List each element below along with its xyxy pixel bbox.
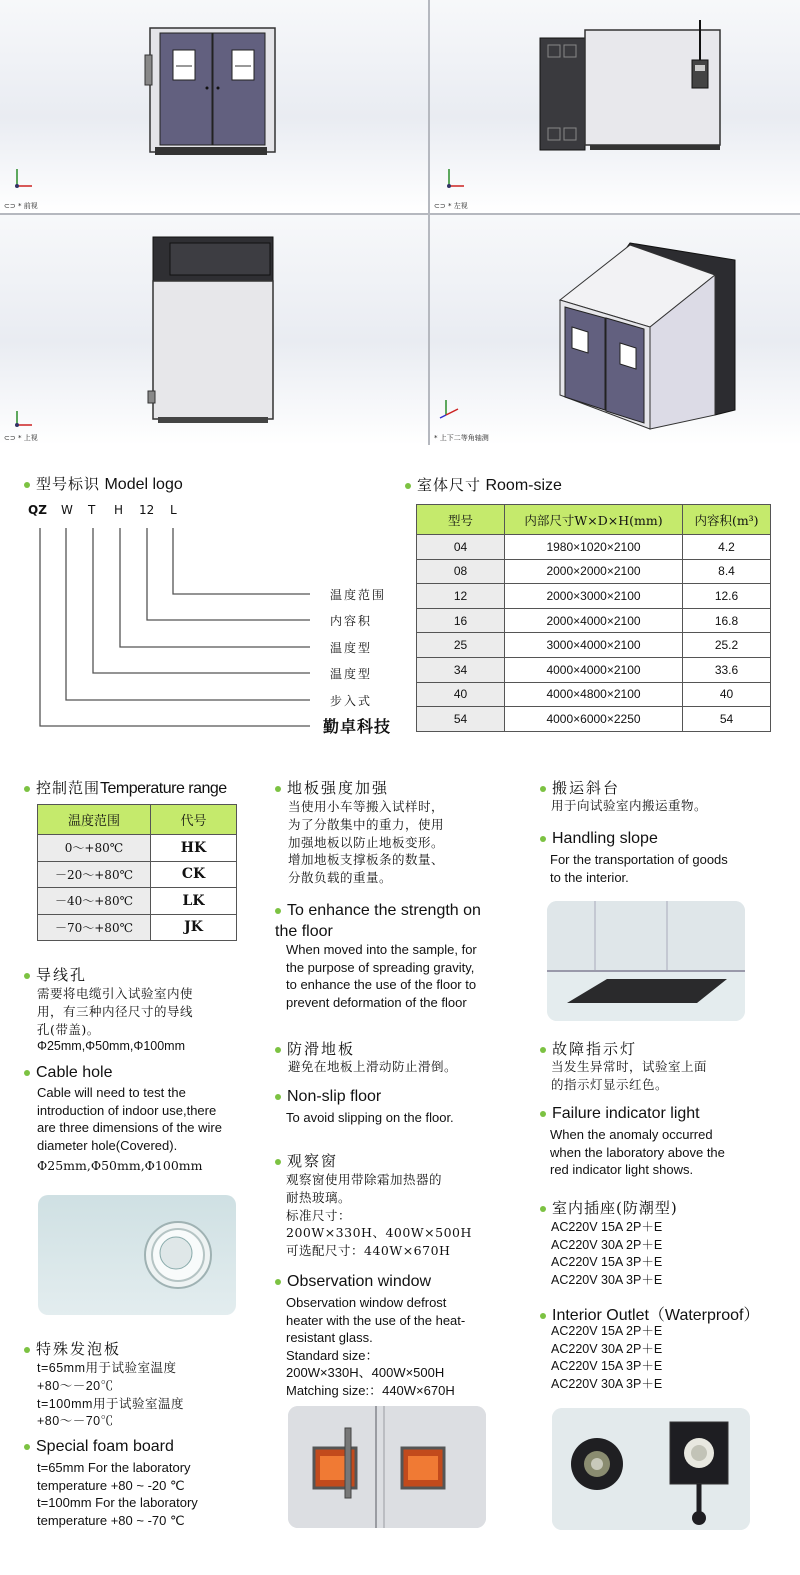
- room-size-table: [416, 504, 771, 732]
- slope-title-cn: 搬运斜台: [540, 777, 620, 798]
- table-row: [417, 657, 771, 682]
- table-row: [417, 608, 771, 633]
- handling-slope-photo: [547, 901, 745, 1021]
- cell-model: 04: [417, 535, 505, 560]
- cell-volume: 54: [683, 707, 771, 732]
- outlet-body-cn: AC220V 15A 2P＋E AC220V 30A 2P＋E AC220V 15A 3P＋E AC220V 30A 3P＋E: [551, 1220, 663, 1287]
- model-code-qz: QZ: [28, 503, 47, 517]
- window-body-cn: 观察窗使用带除霜加热器的 耐热玻璃。 标准尺寸： 200W×330H、400W×500H 可选配尺寸：440W×670H: [286, 1172, 472, 1259]
- cell-dimensions: 4000×6000×2250: [505, 707, 683, 732]
- outlet-title-cn: 室内插座(防潮型): [540, 1197, 678, 1218]
- cad-top-view: [0, 215, 428, 445]
- cell-dimensions: 2000×4000×2100: [505, 608, 683, 633]
- failure-title-en: Failure indicator light: [540, 1105, 700, 1123]
- model-code-w: W: [61, 503, 73, 517]
- cable-sizes-en: Φ25mm,Φ50mm,Φ100mm: [37, 1158, 203, 1173]
- cell-model: 16: [417, 608, 505, 633]
- slope-title-en: Handling slope: [540, 830, 658, 848]
- cell-temp-range: －70～+80℃: [38, 914, 151, 941]
- heated-window-icon: [288, 1406, 486, 1528]
- cell-dimensions: 2000×3000×2100: [505, 584, 683, 609]
- observation-window-photo: [288, 1406, 486, 1528]
- cell-dimensions: 3000×4000×2100: [505, 633, 683, 658]
- cable-hole-photo: [38, 1195, 236, 1315]
- cell-model: 34: [417, 657, 505, 682]
- model-code-12: 12: [139, 503, 155, 517]
- cell-dimensions: 4000×4800×2100: [505, 682, 683, 707]
- cell-model: 08: [417, 559, 505, 584]
- header-code: 代号: [151, 805, 237, 835]
- failure-body-cn: 当发生异常时，试验室上面 的指示灯显示红色。: [551, 1059, 708, 1092]
- interior-outlet-photo: [552, 1408, 750, 1530]
- cell-model: 12: [417, 584, 505, 609]
- window-title-en: Observation window: [275, 1273, 431, 1291]
- window-title-cn: 观察窗: [275, 1150, 338, 1171]
- outlet-title-en: Interior Outlet（Waterproof）: [540, 1302, 759, 1325]
- view-label-front: ⊂⊃ * 前视: [4, 202, 38, 210]
- chamber-iso-drawing: [430, 215, 800, 445]
- view-label-top: ⊂⊃ * 上视: [4, 434, 38, 442]
- cell-model: 40: [417, 682, 505, 707]
- model-label-temp-range: 温度范围: [330, 588, 387, 602]
- table-row: [417, 633, 771, 658]
- cell-volume: 25.2: [683, 633, 771, 658]
- room-size-header-row: [417, 505, 771, 535]
- table-row: [417, 584, 771, 609]
- temp-range-title: 控制范围Temperature range: [24, 777, 227, 798]
- cell-volume: 16.8: [683, 608, 771, 633]
- floor-body-en: When moved into the sample, for the purpose of spreading gravity, to enhance the use of the floor to prevent deformation of the floor: [286, 942, 477, 1010]
- floor-title-en: To enhance the strength on the floor: [275, 902, 481, 940]
- cable-body-en: Cable will need to test the introduction of indoor use,there are three dimensions of the wire diameter hole(Covered).: [37, 1085, 222, 1153]
- cell-code: HK: [151, 835, 237, 862]
- nonslip-body-cn: 避免在地板上滑动防止滑倒。: [288, 1059, 458, 1074]
- cable-hole-cover-icon: [38, 1195, 236, 1315]
- table-row: [417, 707, 771, 732]
- slope-body-cn: 用于向试验室内搬运重物。: [551, 798, 708, 813]
- cell-volume: 40: [683, 682, 771, 707]
- table-row: [38, 888, 237, 915]
- foam-title-en: Special foam board: [24, 1438, 174, 1456]
- table-row: [417, 535, 771, 560]
- cell-code: JK: [151, 914, 237, 941]
- cell-temp-range: －40～+80℃: [38, 888, 151, 915]
- header-temp-range: 温度范围: [38, 805, 151, 835]
- nonslip-title-cn: 防滑地板: [275, 1038, 355, 1059]
- failure-body-en: When the anomaly occurred when the laboratory above the red indicator light shows.: [550, 1127, 725, 1178]
- model-code-h: H: [114, 503, 124, 517]
- cell-dimensions: 1980×1020×2100: [505, 535, 683, 560]
- cable-title-en: Cable hole: [24, 1064, 113, 1082]
- model-code-t: T: [88, 503, 96, 517]
- table-row: [38, 861, 237, 888]
- table-row: [38, 835, 237, 862]
- model-logo-title: 型号标识 Model logo: [24, 473, 183, 494]
- axis-triad-icon: [12, 166, 34, 188]
- chamber-top-drawing: [0, 215, 428, 445]
- cable-body-cn: 需要将电缆引入试验室内使 用，有三种内径尺寸的导线 孔(带盖)。: [37, 986, 194, 1037]
- floor-title-cn: 地板强度加强: [275, 777, 389, 798]
- outlet-body-en: AC220V 15A 2P＋E AC220V 30A 2P＋E AC220V 15A 3P＋E AC220V 30A 3P＋E: [551, 1324, 663, 1391]
- cell-code: LK: [151, 888, 237, 915]
- cell-temp-range: 0～+80℃: [38, 835, 151, 862]
- cell-dimensions: 4000×4000×2100: [505, 657, 683, 682]
- chamber-side-drawing: [430, 0, 800, 213]
- view-label-left: ⊂⊃ * 左视: [434, 202, 468, 210]
- failure-title-cn: 故障指示灯: [540, 1038, 637, 1059]
- model-label-brand: 勤卓科技: [323, 717, 392, 736]
- model-logo-leader-lines: [0, 520, 320, 740]
- cell-volume: 8.4: [683, 559, 771, 584]
- foam-body-en: t=65mm For the laboratory temperature +80 ~ -20 ℃ t=100mm For the laboratory temperature +80 ~ -70 ℃: [37, 1460, 198, 1528]
- cable-sizes: Φ25mm,Φ50mm,Φ100mm: [37, 1039, 186, 1053]
- temp-range-table: [37, 804, 237, 941]
- window-body-en: Observation window defrost heater with the use of the heat- resistant glass. Standard size： 200W×330H、400W×500H Matching size:：440W×670H: [286, 1295, 466, 1398]
- room-size-title: 室体尺寸 Room-size: [405, 474, 562, 495]
- model-label-temp-type-1: 温度型: [330, 641, 373, 655]
- cell-model: 54: [417, 707, 505, 732]
- model-label-temp-type-2: 温度型: [330, 667, 373, 681]
- cell-model: 25: [417, 633, 505, 658]
- model-label-walk-in: 步入式: [330, 694, 373, 708]
- cell-volume: 33.6: [683, 657, 771, 682]
- header-model: 型号: [417, 505, 505, 535]
- cable-title-cn: 导线孔: [24, 964, 87, 985]
- cell-dimensions: 2000×2000×2100: [505, 559, 683, 584]
- view-divider-vertical: [428, 0, 430, 445]
- nonslip-title-en: Non-slip floor: [275, 1088, 381, 1106]
- outlet-socket-icon: [552, 1408, 750, 1530]
- slope-ramp-icon: [547, 901, 745, 1021]
- table-row: [38, 914, 237, 941]
- nonslip-body-en: To avoid slipping on the floor.: [286, 1110, 454, 1125]
- cad-iso-view: [430, 215, 800, 445]
- cad-left-view: [430, 0, 800, 213]
- model-label-volume: 内容积: [330, 614, 373, 628]
- header-dimensions: 内部尺寸W×D×H(mm): [505, 505, 683, 535]
- axis-triad-icon: [444, 166, 466, 188]
- foam-body-cn: t=65mm用于试验室温度 +80～－20℃ t=100mm用于试验室温度 +80～－70℃: [37, 1361, 184, 1429]
- cad-front-view: [0, 0, 428, 213]
- cell-volume: 12.6: [683, 584, 771, 609]
- cell-code: CK: [151, 861, 237, 888]
- cell-temp-range: －20～+80℃: [38, 861, 151, 888]
- view-label-iso: * 上下二等角轴测: [434, 434, 489, 442]
- axis-triad-icon: [438, 397, 460, 419]
- view-divider-horizontal: [0, 213, 800, 215]
- slope-body-en: For the transportation of goods to the interior.: [550, 852, 728, 885]
- header-volume: 内容积(m³): [683, 505, 771, 535]
- axis-triad-icon: [12, 405, 34, 427]
- model-code-l: L: [170, 503, 177, 517]
- chamber-front-drawing: [0, 0, 428, 213]
- floor-body-cn: 当使用小车等搬入试样时， 为了分散集中的重力，使用 加强地板以防止地板变形。 增加地板支撑板条的数量、 分散负载的重量。: [288, 799, 445, 886]
- temp-range-header-row: [38, 805, 237, 835]
- table-row: [417, 559, 771, 584]
- cell-volume: 4.2: [683, 535, 771, 560]
- table-row: [417, 682, 771, 707]
- foam-title-cn: 特殊发泡板: [24, 1338, 121, 1359]
